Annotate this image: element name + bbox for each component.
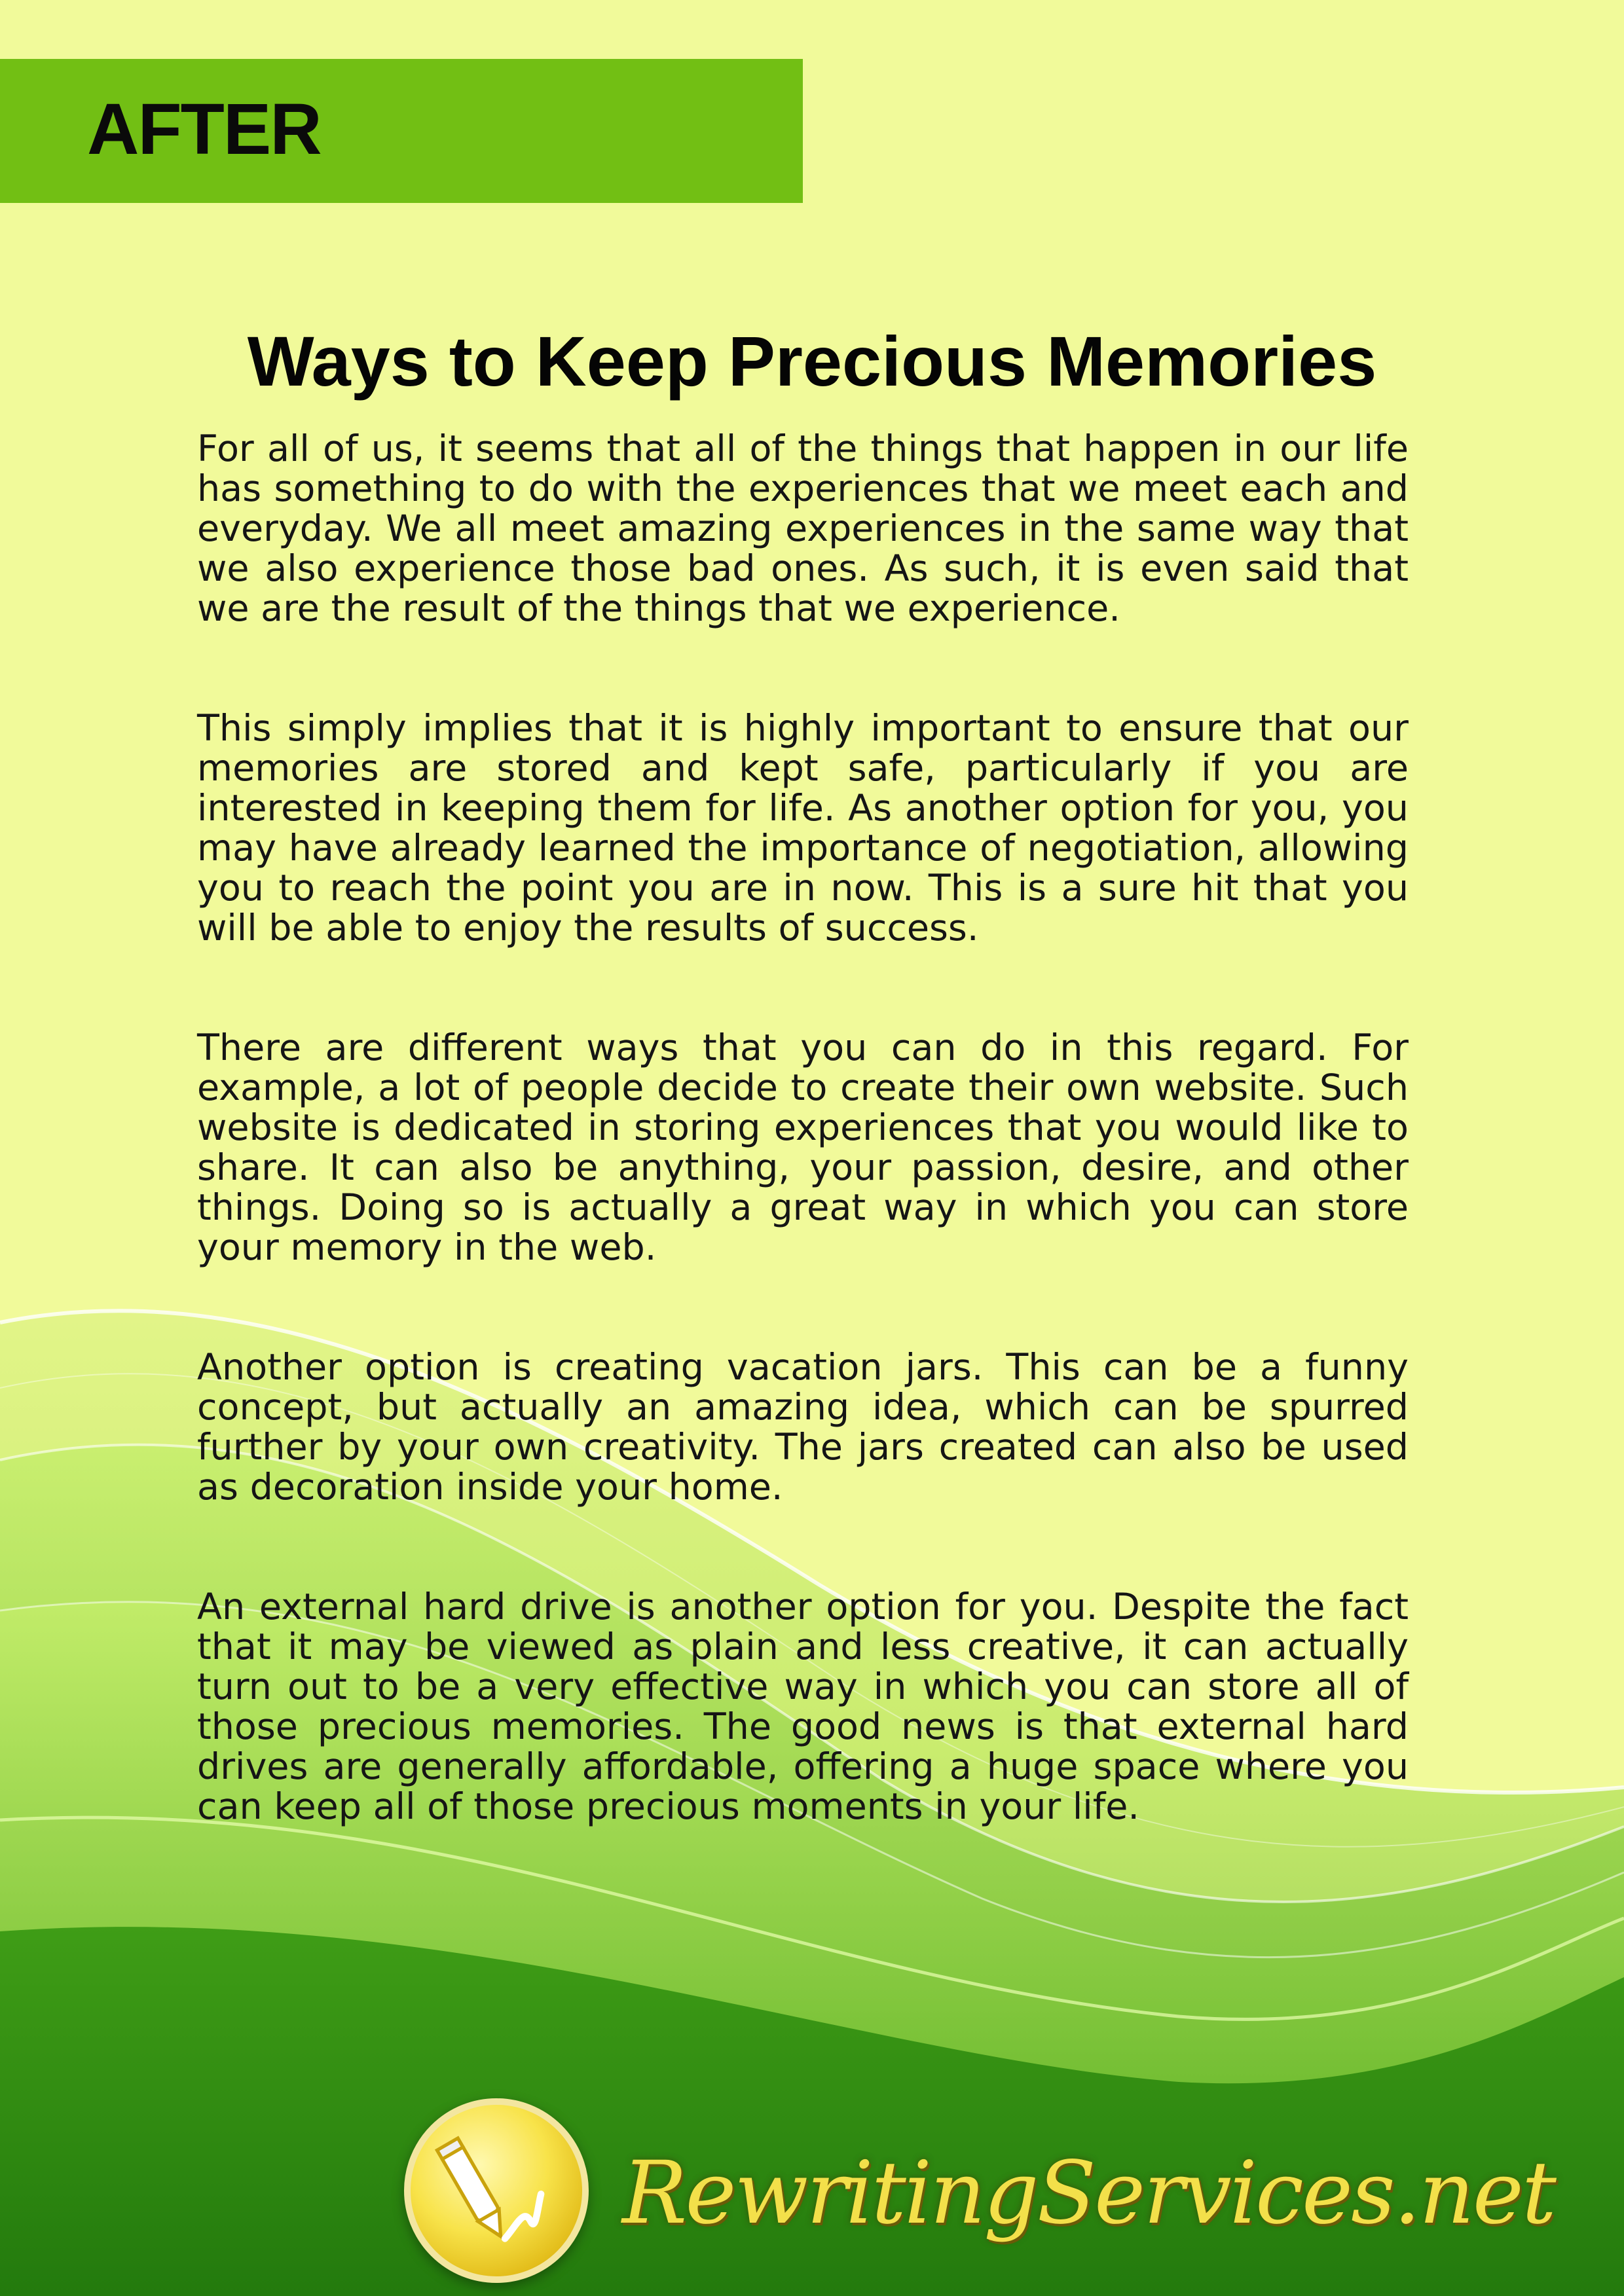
pencil-icon — [411, 2105, 582, 2276]
page-title: Ways to Keep Precious Memories — [247, 321, 1377, 401]
paragraph-2: This simply implies that it is highly important to ensure that our memories are stored and kept safe, particularly if you are interested in keeping them for life. As another option for you, you may have already learned the importance of negotiation, allowing you to reach the point you are in now. This is a sure hit that you will be able to enjoy the results of success. — [197, 707, 1409, 949]
paragraph-5: An external hard drive is another option for you. Despite the fact that it may be viewed as plain and less creative, it can actually turn out to be a very effective way in which you can store all of those precious memories. The good news is that external hard drives are generally affordable, offering a huge space where you can keep all of those precious moments in your life. — [197, 1586, 1409, 1828]
brand-name: RewritingServices.net — [622, 2143, 1555, 2244]
article-body — [197, 429, 1409, 1827]
paragraph-1: For all of us, it seems that all of the things that happen in our life has something to do with the experiences that we meet each and everyday. We all meet amazing experiences in the same way that we also experience those bad ones. As such, it is even said that we are the result of the things that we experience. — [197, 428, 1409, 630]
paragraph-4: Another option is creating vacation jars. This can be a funny concept, but actually an amazing idea, which can be spurred further by your own creativity. The jars created can also be used as decoration inside your home. — [197, 1346, 1409, 1508]
brand-logo — [404, 2098, 589, 2283]
banner-label: AFTER — [87, 89, 321, 170]
after-banner — [0, 59, 803, 203]
paragraph-3: There are different ways that you can do in this regard. For example, a lot of people decide to create their own website. Such website is dedicated in storing experiences that you would like to share. It can also be anything, your passion, desire, and other things. Doing so is actually a great way in which you can store your memory in the web. — [197, 1027, 1409, 1269]
